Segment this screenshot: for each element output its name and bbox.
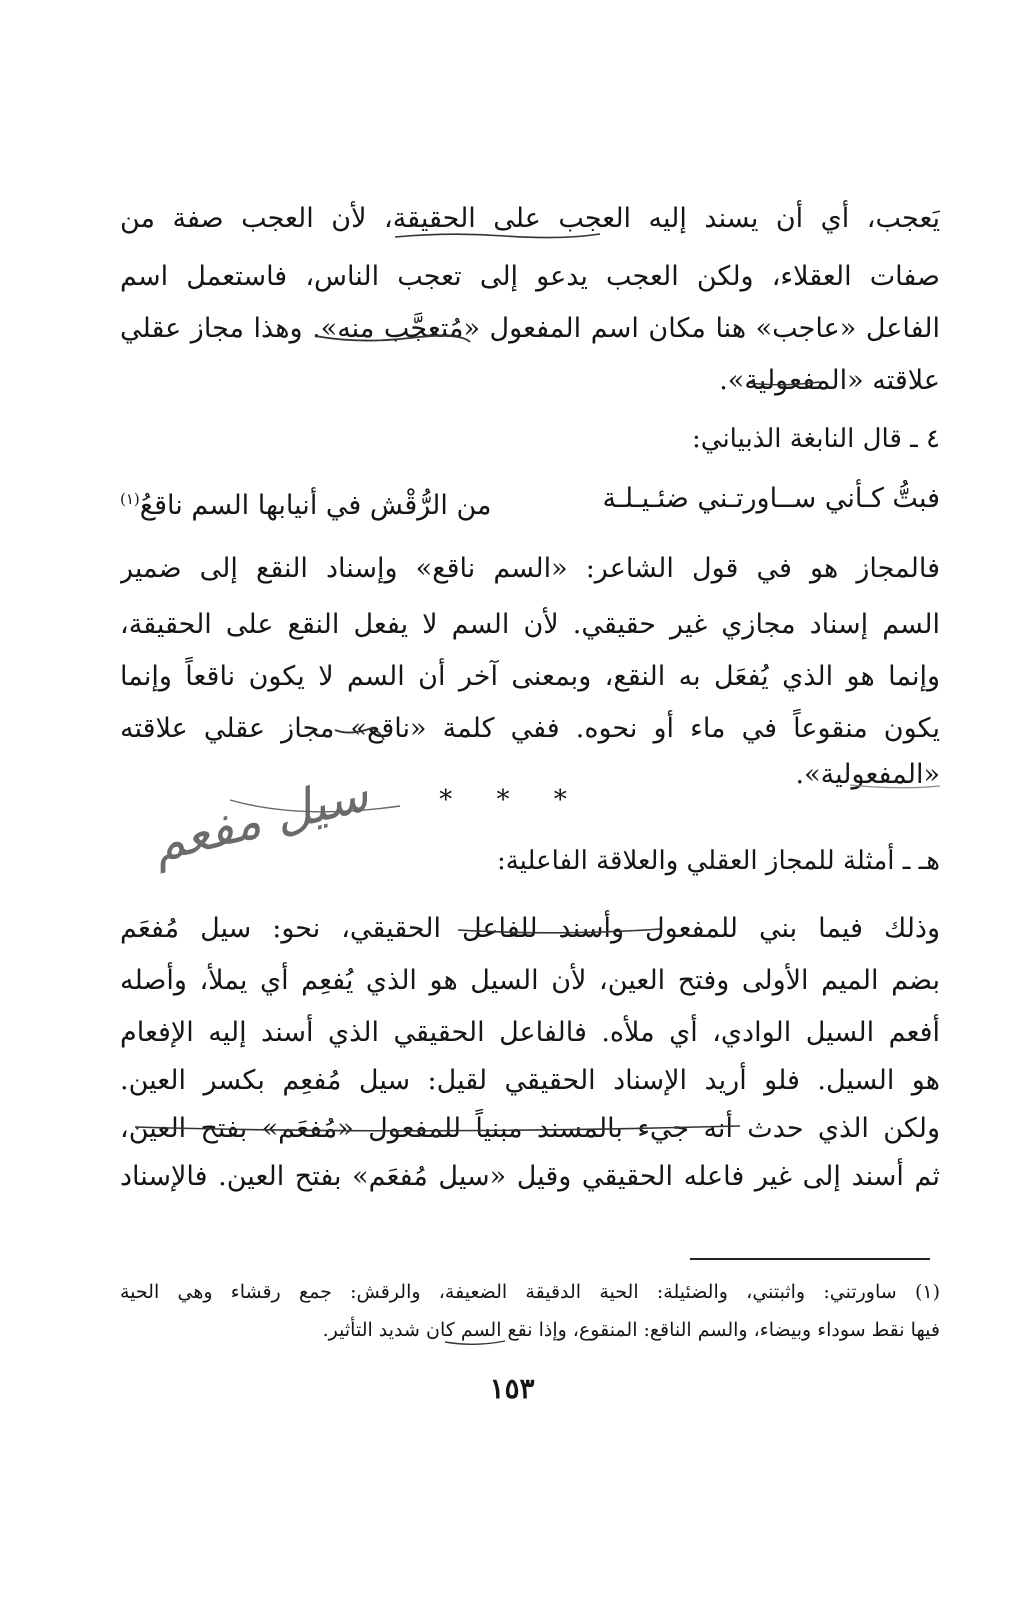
- paragraph-1-line-3: الفاعل «عاجب» هنا مكان اسم المفعول «مُتعجَّب منه». وهذا مجاز عقلي: [120, 313, 940, 344]
- paragraph-3-line-6: ثم أسند إلى غير فاعله الحقيقي وقيل «سيل مُفعَم» بفتح العين. فالإسناد: [120, 1161, 940, 1192]
- footnote-line-2: فيها نقط سوداء وبيضاء، والسم الناقع: المنقوع، وإذا نقع السم كان شديد التأثير.: [322, 1319, 940, 1341]
- footnote-rule: [690, 1258, 930, 1260]
- example-4-heading: ٤ ـ قال النابغة الذبياني:: [692, 424, 940, 454]
- paragraph-3-line-2: بضم الميم الأولى وفتح العين، لأن السيل هو الذي يُفعِم أي يملأ، وأصله: [120, 965, 940, 996]
- section-separator: * * *: [439, 785, 585, 815]
- paragraph-2-line-2: السم إسناد مجازي غير حقيقي. لأن السم لا يفعل النقع على الحقيقة،: [120, 609, 940, 640]
- paragraph-2-line-1: فالمجاز هو في قول الشاعر: «السم ناقع» وإسناد النقع إلى ضمير: [120, 553, 940, 584]
- paragraph-1-line-1: يَعجب، أي أن يسند إليه العجب على الحقيقة، لأن العجب صفة من: [120, 203, 940, 234]
- page-number: ١٥٣: [489, 1372, 535, 1405]
- footnote-line-1: (١) ساورتني: واثبتني، والضئيلة: الحية الدقيقة الضعيفة، والرقش: جمع رقشاء وهي الحية: [120, 1281, 940, 1303]
- paragraph-2-line-5: «المفعولية».: [795, 759, 940, 790]
- paragraph-3-line-5: ولكن الذي حدث أنه جيء بالمسند مبنياً للمفعول «مُفعَم» بفتح العين،: [120, 1113, 940, 1144]
- paragraph-2-line-4: يكون منقوعاً في ماء أو نحوه. ففي كلمة «ناقع» مجاز عقلي علاقته: [120, 713, 940, 744]
- paragraph-3-line-4: هو السيل. فلو أريد الإسناد الحقيقي لقيل: سيل مُفعِم بكسر العين.: [120, 1065, 940, 1096]
- verse-first-hemistich: فبتُّ كـأني ســاورتـني ضئـيـلـة: [602, 483, 940, 514]
- paragraph-3-line-3: أفعم السيل الوادي، أي ملأه. فالفاعل الحقيقي الذي أسند إليه الإفعام: [120, 1017, 940, 1048]
- paragraph-1-line-4: علاقته «المفعولية».: [719, 365, 940, 396]
- paragraph-1-line-2: صفات العقلاء، ولكن العجب يدعو إلى تعجب الناس، فاستعمل اسم: [120, 261, 940, 292]
- footnote-marker: (١): [120, 490, 140, 508]
- handwritten-margin-note: سيل مفعم: [146, 764, 374, 874]
- paragraph-2-line-3: وإنما هو الذي يُفعَل به النقع، وبمعنى آخر أن السم لا يكون ناقعاً وإنما: [120, 661, 940, 692]
- verse-second-hemistich: من الرُّقْش في أنيابها السم ناقعُ$^{(١)}$: [120, 490, 492, 521]
- section-heading: هـ ـ أمثلة للمجاز العقلي والعلاقة الفاعلية:: [496, 846, 940, 876]
- poetry-verse: [120, 470, 940, 528]
- paragraph-3-line-1: وذلك فيما بني للمفعول وأسند للفاعل الحقيقي، نحو: سيل مُفعَم: [120, 913, 940, 944]
